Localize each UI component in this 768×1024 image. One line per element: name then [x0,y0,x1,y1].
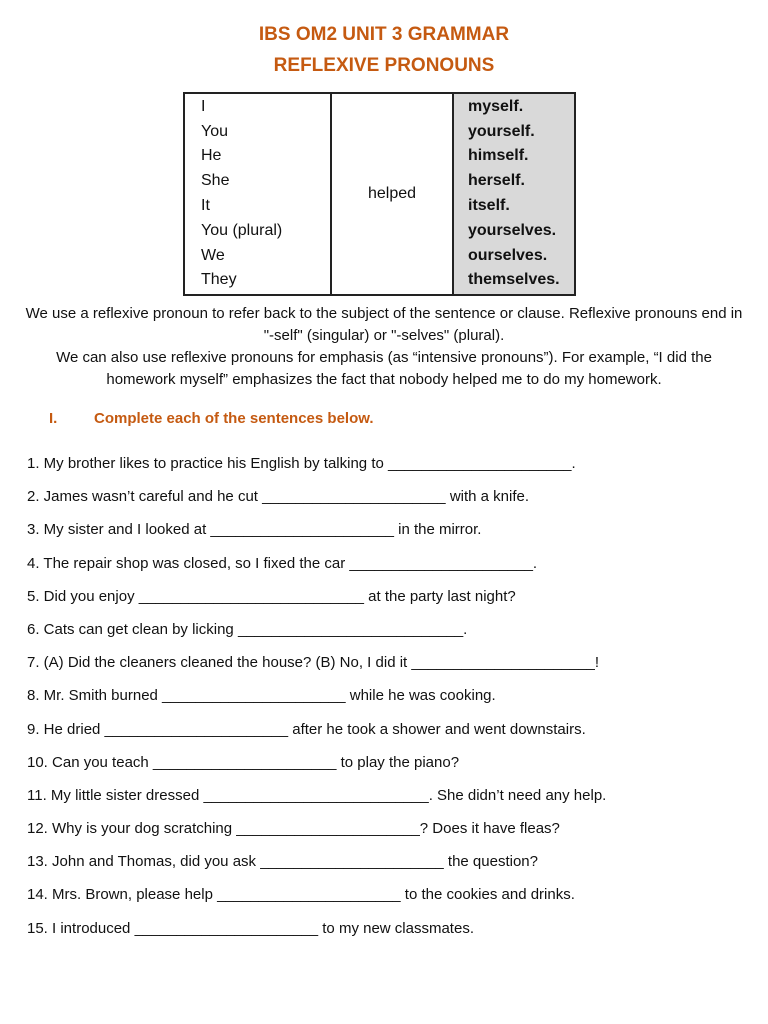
subject-pronoun: She [201,172,230,190]
reflexive-pronoun: yourselves. [468,221,557,239]
section-title: Complete each of the sentences below. [94,410,374,427]
exercise-item: 10. Can you teach ______________________ to play the piano? [27,753,460,771]
worksheet-subtitle: REFLEXIVE PRONOUNS [273,55,495,76]
reflexive-pronoun: themselves. [468,271,560,289]
subject-pronoun: It [201,197,210,214]
reflexive-pronoun: herself. [468,172,525,190]
exercise-item: 1. My brother likes to practice his English by talking to ______________________. [27,455,576,472]
exercise-item: 8. Mr. Smith burned ______________________ while he was cooking. [27,687,496,705]
exercise-list [27,452,747,950]
intro-text [20,303,748,391]
exercise-item: 4. The repair shop was closed, so I fixed the car ______________________. [27,554,538,572]
subject-column [184,93,331,295]
section-heading [49,410,374,427]
exercise-item: 5. Did you enjoy ___________________________ at the party last night? [27,587,516,605]
reflexive-pronoun: himself. [468,147,529,165]
reflexive-column [453,93,575,295]
subject-pronoun: You [201,122,228,140]
exercise-item: 9. He dried ______________________ after he took a shower and went downstairs. [27,720,586,738]
verb-column [331,93,453,295]
reflexive-pronoun: ourselves. [468,246,548,264]
reflexive-pronoun-table [183,92,576,296]
section-number: I. [49,410,58,427]
exercise-item: 11. My little sister dressed ___________________________. She didn’t need any help. [27,786,607,804]
verb-helped: helped [367,185,417,202]
exercise-item: 12. Why is your dog scratching ______________________? Does it have fleas? [27,820,560,838]
intro-paragraph: We can also use reflexive pronouns for emphasis (as “intensive pronouns”). For example, “I did the homework myself” emphasizes the fact that nobody helped me to do my homework. [56,349,712,388]
reflexive-pronoun: myself. [468,97,524,115]
subject-pronoun: You (plural) [201,221,283,239]
exercise-item: 6. Cats can get clean by licking ___________________________. [27,620,468,638]
exercise-item: 7. (A) Did the cleaners cleaned the house? (B) No, I did it ______________________! [27,654,600,672]
exercise-item: 13. John and Thomas, did you ask ______________________ the question? [27,853,538,871]
exercise-item: 14. Mrs. Brown, please help ______________________ to the cookies and drinks. [27,886,575,904]
worksheet-title: IBS OM2 UNIT 3 GRAMMAR [258,24,510,45]
exercise-item: 2. James wasn’t careful and he cut ______________________ with a knife. [27,488,530,506]
reflexive-pronoun: itself. [468,197,510,214]
intro-paragraph: We use a reflexive pronoun to refer back to the subject of the sentence or clause. Reflexive pronouns end in "-self" (singular) or "-selves" (plural). [25,305,743,344]
subject-pronoun: He [201,147,222,165]
exercise-item: 3. My sister and I looked at ______________________ in the mirror. [27,521,482,539]
exercise-item: 15. I introduced ______________________ to my new classmates. [27,919,474,937]
reflexive-pronoun: yourself. [468,122,535,140]
subject-pronoun: I [201,97,206,115]
subject-pronoun: They [201,271,237,289]
subject-pronoun: We [201,246,225,264]
